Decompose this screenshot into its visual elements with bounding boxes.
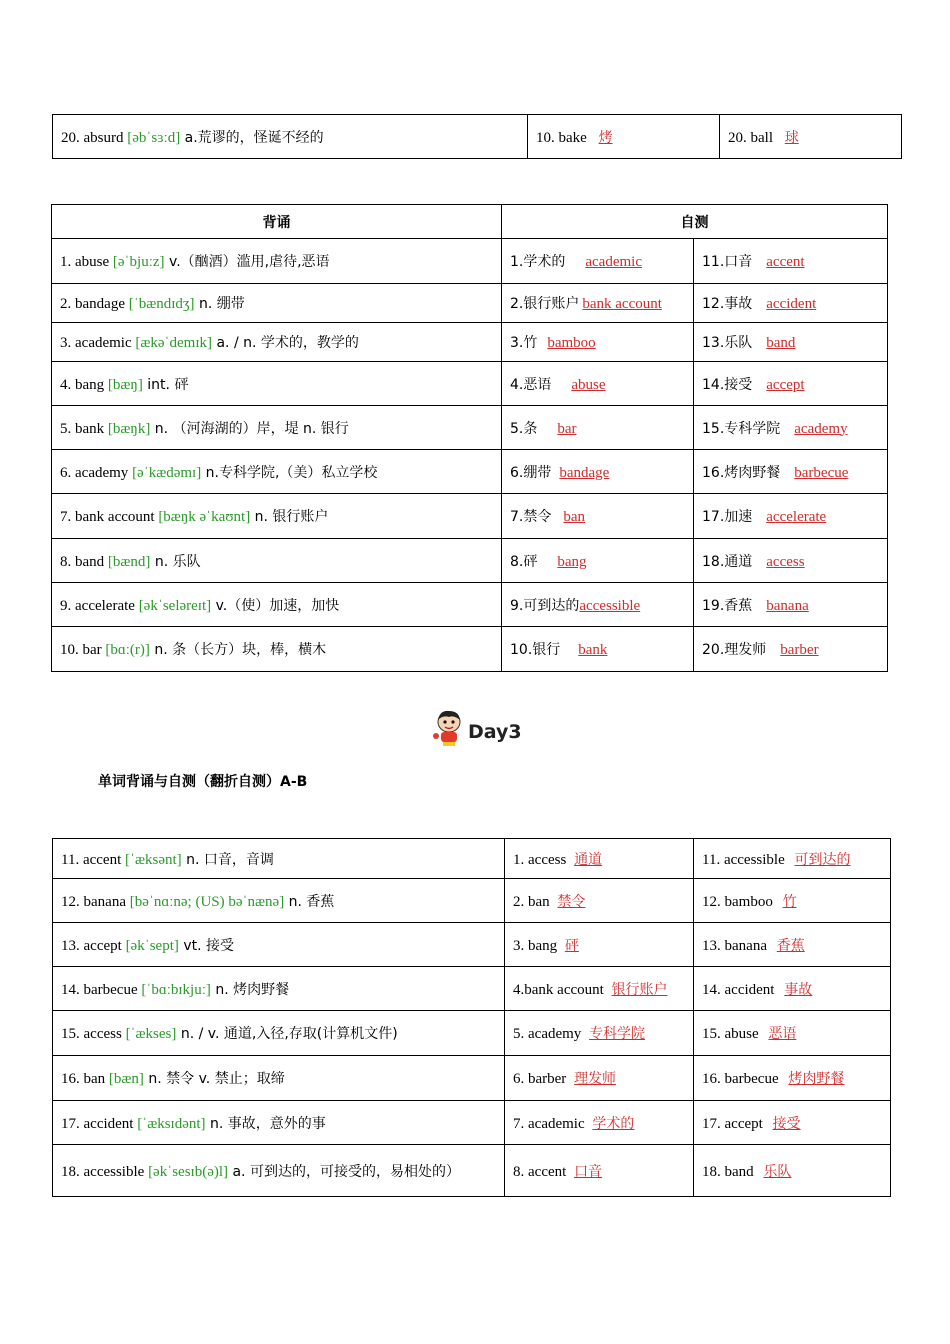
vocab-entry xyxy=(53,1011,505,1056)
question: 16. barbecue xyxy=(702,1071,783,1087)
word: 20. absurd xyxy=(61,129,128,146)
phonetic: [bɑː(r)] xyxy=(105,642,150,658)
question: 13.乐队 xyxy=(702,335,753,351)
vocab-entry xyxy=(52,406,502,450)
header-self-test: 自测 xyxy=(502,205,888,239)
word: 1. abuse xyxy=(60,254,113,270)
self-test-cell xyxy=(694,627,888,672)
word: 17. accident xyxy=(61,1115,138,1132)
answer: banana xyxy=(766,597,809,614)
top-vocab-table xyxy=(52,114,902,159)
question: 11.口音 xyxy=(702,254,753,270)
answer: 学术的 xyxy=(592,1115,635,1132)
phonetic: [əkˈsesɪb(ə)l] xyxy=(148,1163,229,1180)
table-row xyxy=(52,539,888,583)
question: 4.恶语 xyxy=(510,376,552,393)
self-test-cell xyxy=(505,923,694,967)
table-row xyxy=(52,494,888,539)
self-test-cell xyxy=(502,362,694,406)
answer: bandage xyxy=(559,464,610,481)
definition: n. 绷带 xyxy=(194,296,245,312)
question: 6. barber xyxy=(513,1071,571,1087)
definition: n. 禁令 v. 禁止；取缔 xyxy=(143,1071,285,1087)
answer: accelerate xyxy=(766,509,827,525)
phonetic: [ækəˈdemɪk] xyxy=(135,335,213,351)
self-test-cell xyxy=(502,539,694,583)
vocab-entry xyxy=(52,323,502,362)
question: 2. ban xyxy=(513,893,554,910)
table-row xyxy=(53,1056,891,1101)
self-test-cell xyxy=(694,539,888,583)
question: 18.通道 xyxy=(702,553,753,570)
self-test-cell xyxy=(694,583,888,627)
self-test-cell xyxy=(502,406,694,450)
self-test-cell xyxy=(505,967,694,1011)
phonetic: [bæŋk əˈkaʊnt] xyxy=(158,509,251,525)
table-body xyxy=(52,239,888,672)
word: 7. bank account xyxy=(60,509,159,525)
answer: bamboo xyxy=(547,335,596,351)
definition: n. / v. 通道,入径,存取(计算机文件) xyxy=(176,1026,398,1042)
word: 6. academy xyxy=(60,464,133,481)
day-heading xyxy=(432,708,522,748)
vocab-entry xyxy=(53,1056,505,1101)
self-test-cell xyxy=(505,1145,694,1197)
question: 15.专科学院 xyxy=(702,420,781,437)
definition: n.专科学院,（美）私立学校 xyxy=(201,464,378,481)
self-test-cell xyxy=(502,323,694,362)
word: 12. banana xyxy=(61,893,130,910)
self-test-cell xyxy=(502,450,694,494)
self-test-cell xyxy=(502,239,694,284)
answer: 通道 xyxy=(574,851,603,868)
phonetic: [bæŋ] xyxy=(107,376,143,393)
word: 10. bar xyxy=(60,642,106,658)
vocab-entry xyxy=(53,1145,505,1197)
definition: int. 砰 xyxy=(142,376,189,393)
phonetic: [ˈækses] xyxy=(125,1026,177,1042)
answer: 乐队 xyxy=(763,1163,792,1180)
answer: 接受 xyxy=(772,1115,801,1132)
question: 15. abuse xyxy=(702,1026,763,1042)
answer: 事故 xyxy=(784,981,813,998)
phonetic: [bəˈnɑːnə; (US) bəˈnænə] xyxy=(129,893,285,910)
self-test-cell xyxy=(528,115,720,159)
answer: 可到达的 xyxy=(794,851,851,868)
self-test-cell xyxy=(502,284,694,323)
table-row xyxy=(52,583,888,627)
self-test-cell xyxy=(694,450,888,494)
question: 20. ball xyxy=(728,129,777,146)
self-test-cell xyxy=(694,923,891,967)
definition: a. / n. 学术的，教学的 xyxy=(212,335,359,351)
question: 1.学术的 xyxy=(510,254,566,270)
phonetic: [əkˈseləreɪt] xyxy=(138,597,212,614)
definition: n. 事故，意外的事 xyxy=(205,1115,326,1132)
vocab-entry xyxy=(53,1101,505,1145)
vocab-entry xyxy=(52,583,502,627)
self-test-cell xyxy=(694,323,888,362)
answer: bang xyxy=(557,553,587,570)
table-row xyxy=(53,839,891,879)
question: 18. band xyxy=(702,1163,758,1180)
question: 14.接受 xyxy=(702,376,753,393)
question: 10. bake xyxy=(536,129,591,146)
question: 19.香蕉 xyxy=(702,597,753,614)
vocab-entry xyxy=(52,627,502,672)
question: 3. bang xyxy=(513,937,561,954)
answer: barber xyxy=(780,642,819,658)
definition: n. （河海湖的）岸，堤 n. 银行 xyxy=(150,420,349,437)
question: 7.禁令 xyxy=(510,509,552,525)
vocab-entry xyxy=(53,879,505,923)
word: 3. academic xyxy=(60,335,136,351)
word: 8. band xyxy=(60,553,108,570)
answer: accent xyxy=(766,254,805,270)
question: 14. accident xyxy=(702,981,779,998)
answer: ban xyxy=(563,509,586,525)
word: 18. accessible xyxy=(61,1163,149,1180)
answer: 竹 xyxy=(782,893,797,910)
self-test-cell xyxy=(694,839,891,879)
word: 2. bandage xyxy=(60,296,129,312)
phonetic: [ˈbɑːbɪkjuː] xyxy=(141,981,211,998)
answer: barbecue xyxy=(794,464,849,481)
answer: 烤 xyxy=(598,129,613,146)
definition: n. 条（长方）块，棒，横木 xyxy=(149,642,327,658)
self-test-cell xyxy=(505,839,694,879)
question: 8. accent xyxy=(513,1163,571,1180)
question: 3.竹 xyxy=(510,335,538,351)
answer: accept xyxy=(766,376,805,393)
definition: a.荒谬的，怪诞不经的 xyxy=(180,129,324,146)
phonetic: [əˈbjuːz] xyxy=(112,254,165,270)
definition: vt. 接受 xyxy=(178,937,234,954)
question: 13. banana xyxy=(702,937,771,954)
word: 14. barbecue xyxy=(61,981,142,998)
answer: accident xyxy=(766,296,817,312)
question: 11. accessible xyxy=(702,851,789,868)
vocab-entry xyxy=(52,239,502,284)
question: 5.条 xyxy=(510,420,538,437)
question: 10.银行 xyxy=(510,642,561,658)
answer: 理发师 xyxy=(574,1071,617,1087)
self-test-cell xyxy=(505,1101,694,1145)
question: 4.bank account xyxy=(513,981,608,998)
day3-table xyxy=(52,838,891,1197)
table-row xyxy=(52,450,888,494)
answer: 烤肉野餐 xyxy=(788,1071,845,1087)
self-test-cell xyxy=(694,879,891,923)
word: 15. access xyxy=(61,1026,126,1042)
vocab-entry xyxy=(52,284,502,323)
vocab-entry xyxy=(53,839,505,879)
header-recite: 背诵 xyxy=(52,205,502,239)
self-test-cell xyxy=(505,1011,694,1056)
table-row xyxy=(52,239,888,284)
vocab-entry xyxy=(52,362,502,406)
word: 13. accept xyxy=(61,937,126,954)
table-row xyxy=(52,627,888,672)
table-row xyxy=(52,406,888,450)
answer: 禁令 xyxy=(557,893,586,910)
answer: abuse xyxy=(571,376,606,393)
self-test-cell xyxy=(505,1056,694,1101)
table-row xyxy=(53,967,891,1011)
table-row xyxy=(53,1101,891,1145)
recite-test-table xyxy=(51,204,888,672)
answer: 银行账户 xyxy=(611,981,668,998)
table-row xyxy=(53,923,891,967)
self-test-cell xyxy=(694,1101,891,1145)
vocab-entry xyxy=(52,450,502,494)
answer: 球 xyxy=(784,129,799,146)
word: 5. bank xyxy=(60,420,108,437)
self-test-cell xyxy=(694,967,891,1011)
self-test-cell xyxy=(694,406,888,450)
self-test-cell xyxy=(502,627,694,672)
definition: n. 乐队 xyxy=(150,553,201,570)
phonetic: [ˈbændɪdʒ] xyxy=(128,296,195,312)
vocab-entry xyxy=(53,967,505,1011)
answer: 专科学院 xyxy=(589,1026,646,1042)
self-test-cell xyxy=(694,239,888,284)
definition: v.（使）加速，加快 xyxy=(211,597,340,614)
answer: accessible xyxy=(579,597,641,614)
table-row xyxy=(53,115,902,159)
phonetic: [əkˈsept] xyxy=(125,937,179,954)
question: 7. academic xyxy=(513,1115,589,1132)
self-test-cell xyxy=(694,494,888,539)
table-body xyxy=(53,839,891,1197)
answer: academic xyxy=(585,254,642,270)
vocab-entry xyxy=(52,539,502,583)
question: 5. academy xyxy=(513,1026,586,1042)
self-test-cell xyxy=(694,1145,891,1197)
answer: band xyxy=(766,335,796,351)
self-test-cell xyxy=(502,583,694,627)
self-test-cell xyxy=(720,115,902,159)
question: 9.可到达的 xyxy=(510,597,580,614)
self-test-cell xyxy=(502,494,694,539)
word: 4. bang xyxy=(60,376,108,393)
phonetic: [bæŋk] xyxy=(107,420,151,437)
answer: 砰 xyxy=(564,937,579,954)
phonetic: [bænd] xyxy=(107,553,151,570)
question: 2.银行账户 xyxy=(510,296,580,312)
answer: academy xyxy=(794,420,848,437)
self-test-cell xyxy=(694,1056,891,1101)
self-test-cell xyxy=(694,362,888,406)
word: 9. accelerate xyxy=(60,597,139,614)
answer: 香蕉 xyxy=(776,937,805,954)
phonetic: [əˈkædəmɪ] xyxy=(132,464,202,481)
definition: a. 可到达的，可接受的，易相处的） xyxy=(228,1163,460,1180)
question: 16.烤肉野餐 xyxy=(702,464,781,481)
self-test-cell xyxy=(505,879,694,923)
table-row xyxy=(53,879,891,923)
definition: n. 香蕉 xyxy=(284,893,335,910)
vocab-entry xyxy=(53,115,528,159)
self-test-cell xyxy=(694,1011,891,1056)
answer: 恶语 xyxy=(768,1026,797,1042)
cartoon-boy-icon xyxy=(432,708,466,748)
table-row xyxy=(53,1011,891,1056)
table-row xyxy=(52,284,888,323)
self-test-cell xyxy=(694,284,888,323)
vocab-entry xyxy=(52,494,502,539)
phonetic: [ˈæksɪdənt] xyxy=(137,1115,206,1132)
question: 20.理发师 xyxy=(702,642,767,658)
table-row xyxy=(53,1145,891,1197)
word: 11. accent xyxy=(61,851,125,868)
answer: access xyxy=(766,553,805,570)
table-header xyxy=(52,205,888,239)
vocab-entry xyxy=(53,923,505,967)
answer: 口音 xyxy=(574,1163,603,1180)
day-title: Day3 xyxy=(468,721,522,743)
phonetic: [bæn] xyxy=(108,1071,144,1087)
definition: n. 烤肉野餐 xyxy=(210,981,290,998)
definition: n. 银行账户 xyxy=(250,509,329,525)
question: 1. access xyxy=(513,851,571,868)
definition: v.（酗酒）滥用,虐待,恶语 xyxy=(164,254,330,270)
question: 17. accept xyxy=(702,1115,767,1132)
word: 16. ban xyxy=(61,1071,109,1087)
table-row xyxy=(52,323,888,362)
phonetic: [əbˈsɜːd] xyxy=(127,129,181,146)
section-subtitle: 单词背诵与自测（翻折自测）A-B xyxy=(98,774,308,790)
table-row xyxy=(52,362,888,406)
answer: bank xyxy=(578,642,608,658)
question: 6.绷带 xyxy=(510,464,552,481)
question: 17.加速 xyxy=(702,509,753,525)
question: 12. bamboo xyxy=(702,893,777,910)
answer: bar xyxy=(557,420,577,437)
phonetic: [ˈæksənt] xyxy=(125,851,182,868)
question: 8.砰 xyxy=(510,553,538,570)
definition: n. 口音，音调 xyxy=(181,851,274,868)
question: 12.事故 xyxy=(702,296,753,312)
answer: bank account xyxy=(582,296,662,312)
